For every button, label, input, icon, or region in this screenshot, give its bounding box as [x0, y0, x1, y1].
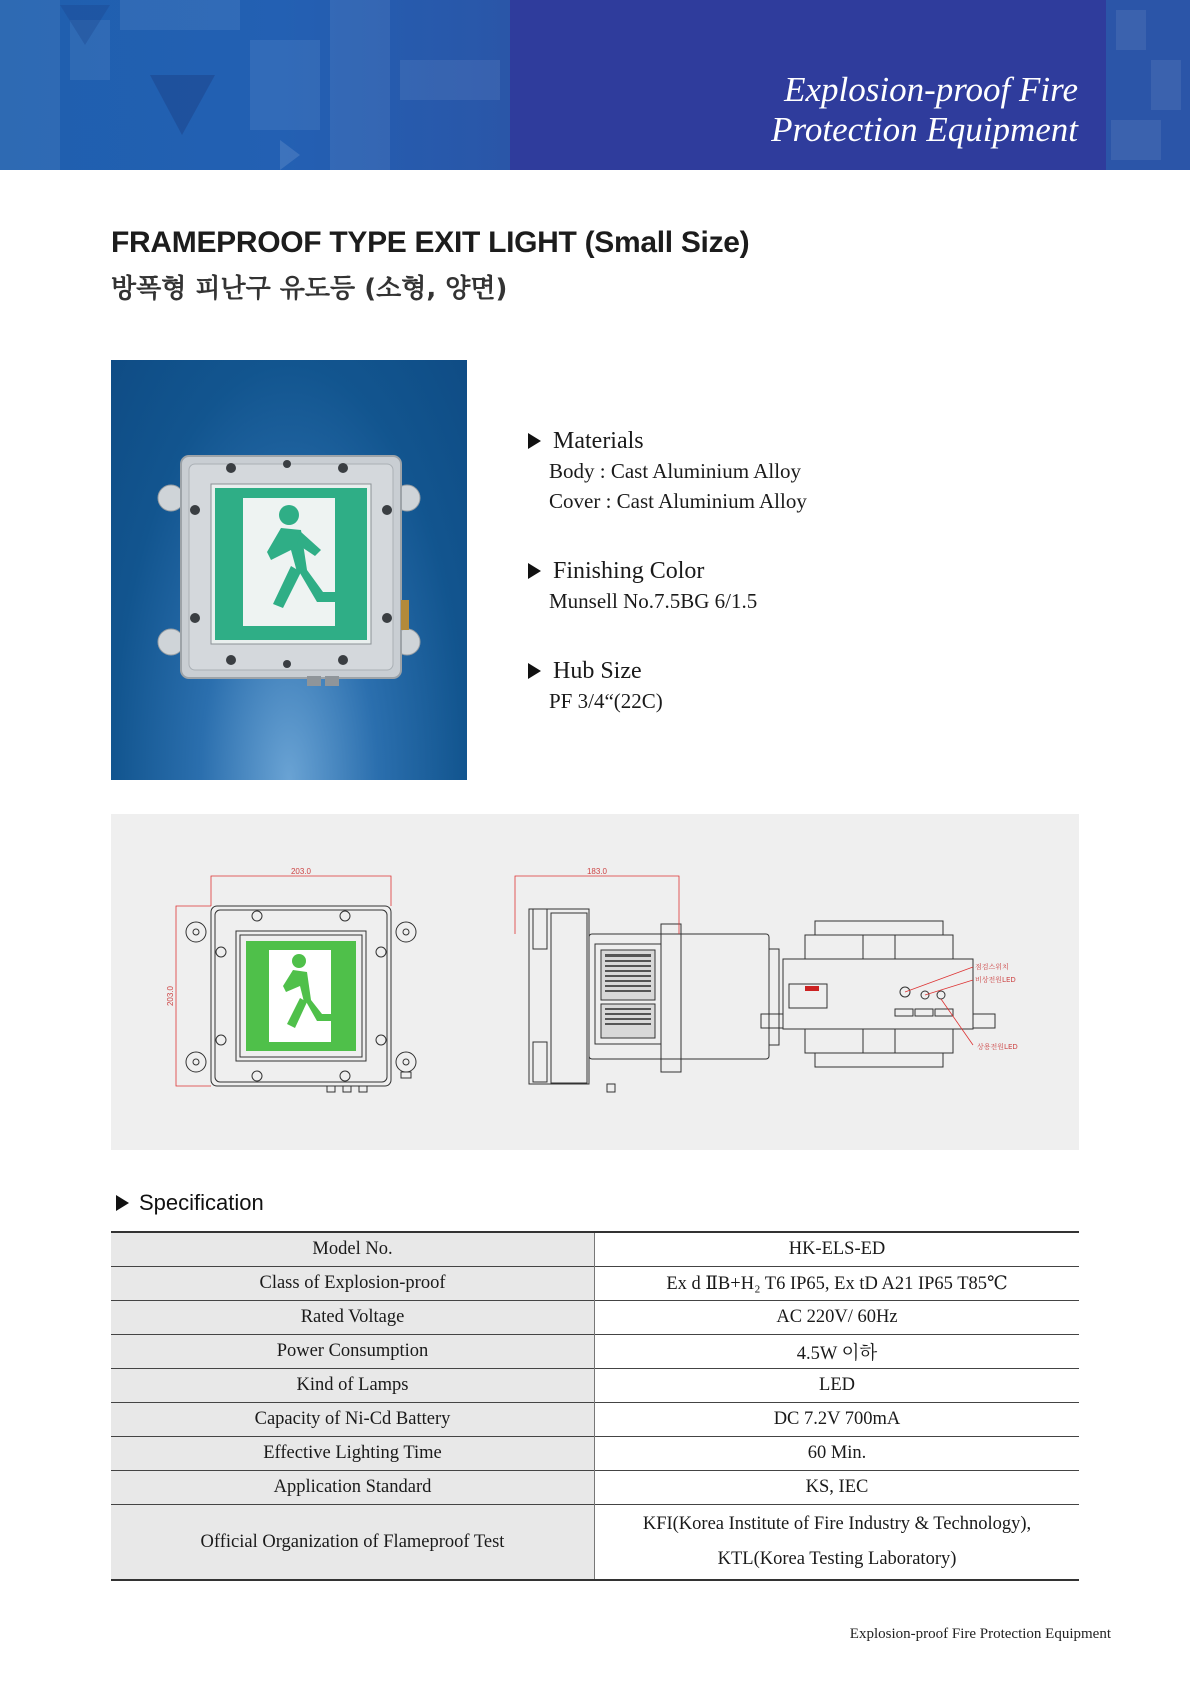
materials-section: [528, 426, 948, 516]
bullet-triangle-icon: [528, 663, 541, 679]
side-label-plate: [601, 950, 655, 1038]
banner-right-pattern: [1106, 0, 1190, 170]
technical-drawings: [111, 814, 1079, 1150]
spec-key: Official Organization of Flameproof Test: [111, 1505, 595, 1581]
spec-value-line2: KTL(Korea Testing Laboratory): [717, 1549, 957, 1569]
spec-value: 60 Min.: [807, 1443, 867, 1463]
table-row: [111, 1232, 1079, 1267]
spec-value-line1: KFI(Korea Institute of Fire Industry & Technology),: [642, 1514, 1032, 1534]
table-row: [111, 1335, 1079, 1369]
specification-heading: [116, 1190, 264, 1216]
table-row: [111, 1437, 1079, 1471]
header-banner: [0, 0, 1190, 170]
warning-label: [805, 986, 819, 991]
table-row: [111, 1403, 1079, 1437]
table-row: [111, 1369, 1079, 1403]
table-row: [111, 1505, 1079, 1581]
materials-heading: Materials: [553, 427, 644, 454]
spec-key: Application Standard: [111, 1471, 595, 1505]
spec-key: Kind of Lamps: [111, 1369, 595, 1403]
banner-title: [771, 70, 1078, 150]
banner-title-line2: Protection Equipment: [771, 110, 1078, 149]
materials-body: Body : Cast Aluminium Alloy: [549, 459, 802, 483]
bullet-triangle-icon: [528, 433, 541, 449]
banner-pattern: [0, 0, 510, 170]
spec-value: DC 7.2V 700mA: [773, 1409, 901, 1429]
spec-value: AC 220V/ 60Hz: [776, 1307, 898, 1327]
banner-triangle-icon: [0, 0, 510, 170]
bullet-triangle-icon: [116, 1195, 129, 1211]
table-row: [111, 1471, 1079, 1505]
spec-value: Ex d ⅡB+H₂ T6 IP65, Ex tD A21 IP65 T85℃: [666, 1273, 1008, 1294]
spec-key: Power Consumption: [111, 1335, 595, 1369]
banner-title-line1: Explosion-proof Fire: [784, 70, 1078, 109]
finishing-section: [528, 556, 948, 616]
hub-section: [528, 656, 948, 716]
test-switch-note: 점검스위치: [975, 963, 1009, 971]
drawing-canvas: [111, 814, 1079, 1150]
bullet-triangle-icon: [528, 563, 541, 579]
spec-key: Class of Explosion-proof: [111, 1267, 595, 1301]
hub-heading: Hub Size: [553, 657, 642, 684]
product-title: FRAMEPROOF TYPE EXIT LIGHT (Small Size): [111, 226, 750, 259]
spec-value: KS, IEC: [805, 1477, 869, 1497]
spec-key: Effective Lighting Time: [111, 1437, 595, 1471]
side-width-dimension: 183.0: [586, 867, 608, 876]
front-width-dimension: 203.0: [290, 867, 312, 876]
specification-heading-label: Specification: [139, 1190, 264, 1215]
exit-light-photo: [111, 360, 467, 780]
emergency-led-note: 비상전원LED: [975, 976, 1016, 984]
page-footer: Explosion-proof Fire Protection Equipment: [849, 1626, 1111, 1642]
finishing-heading: Finishing Color: [553, 557, 705, 584]
front-height-dimension: 203.0: [166, 985, 175, 1007]
spec-value: [595, 1505, 1080, 1581]
finishing-color-value: Munsell No.7.5BG 6/1.5: [549, 589, 758, 613]
materials-cover: Cover : Cast Aluminium Alloy: [549, 489, 807, 513]
table-row: [111, 1301, 1079, 1335]
table-row: [111, 1267, 1079, 1301]
product-title-korean: 방폭형 피난구 유도등 (소형, 양면): [111, 274, 508, 304]
spec-value: LED: [819, 1375, 855, 1395]
spec-key: Capacity of Ni-Cd Battery: [111, 1403, 595, 1437]
specification-table: [111, 1231, 1079, 1581]
spec-key: Rated Voltage: [111, 1301, 595, 1335]
product-photo: [111, 360, 467, 780]
spec-value: HK-ELS-ED: [788, 1239, 886, 1259]
spec-key: Model No.: [111, 1232, 595, 1267]
bottom-view-drawing: [761, 921, 995, 1067]
spec-value: 4.5W 이하: [796, 1343, 878, 1364]
hub-size-value: PF 3/4“(22C): [549, 689, 663, 713]
normal-led-note: 상용전원LED: [977, 1043, 1018, 1051]
